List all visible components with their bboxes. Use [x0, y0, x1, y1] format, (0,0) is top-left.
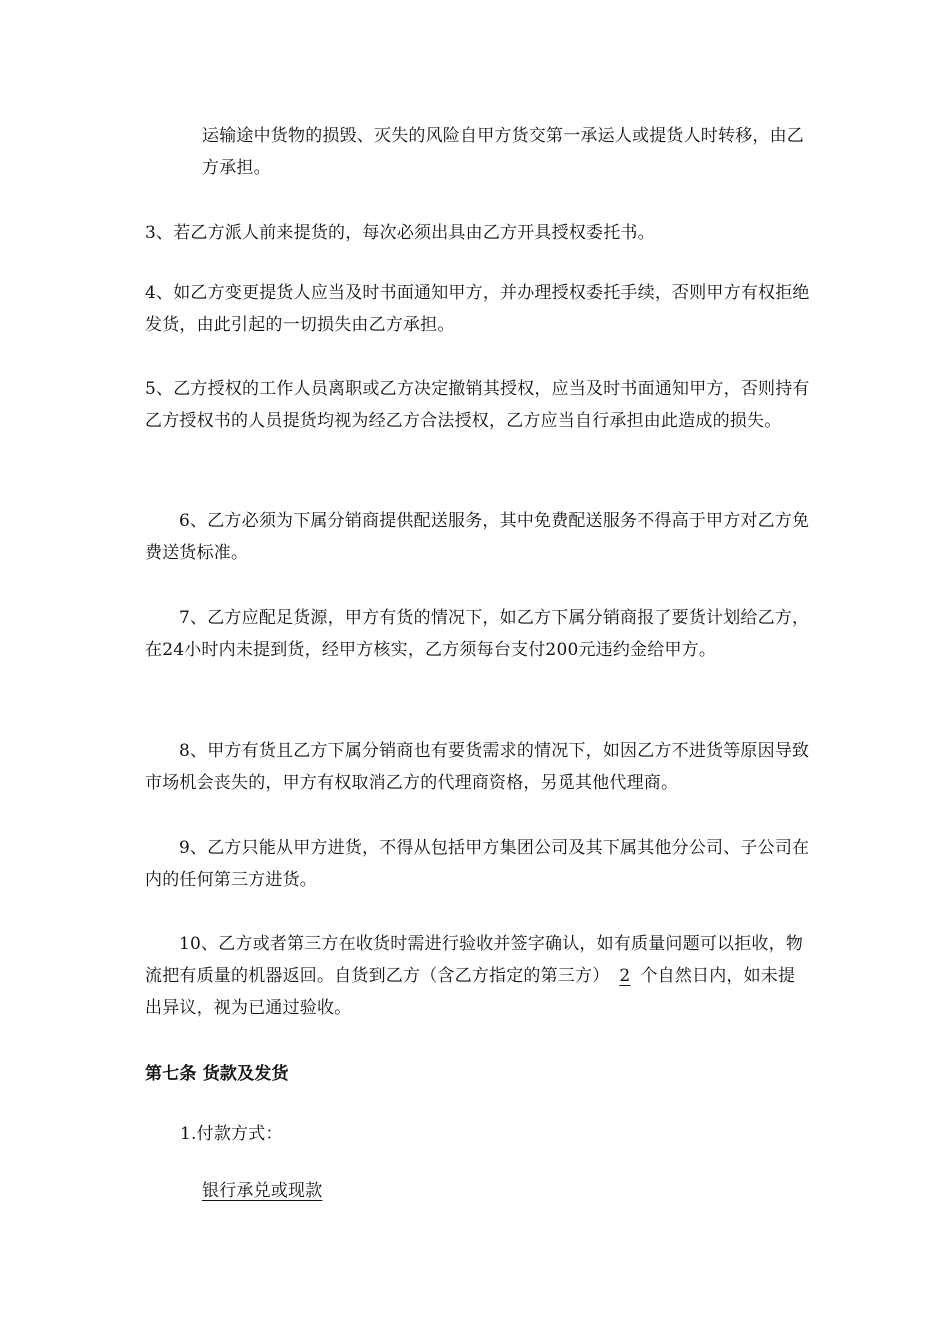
clause-8: 8、甲方有货且乙方下属分销商也有要货需求的情况下，如因乙方不进货等原因导致市场机会丧失的，甲方有权取消乙方的代理商资格，另觅其他代理商。	[145, 741, 810, 793]
clause-10	[145, 928, 810, 1024]
payment-method-value	[202, 1175, 867, 1207]
clause-7: 7、乙方应配足货源，甲方有货的情况下，如乙方下属分销商报了要货计划给乙方，在24小时内未提到货，经甲方核实，乙方须每台支付200元违约金给甲方。	[145, 608, 810, 660]
clause-9: 9、乙方只能从甲方进货，不得从包括甲方集团公司及其下属其他分公司、子公司在内的任何第三方进货。	[145, 838, 810, 890]
clause-10-text-before: 10、乙方或者第三方在收货时需进行验收并签字确认，如有质量问题可以拒收，物流把有质量的机器返回。自货到乙方（含乙方指定的第三方）	[145, 934, 804, 986]
clause-5: 5、乙方授权的工作人员离职或乙方决定撤销其授权，应当及时书面通知甲方，否则持有乙方授权书的人员提货均视为经乙方合法授权，乙方应当自行承担由此造成的损失。	[145, 379, 810, 431]
article-7-heading: 第七条 货款及发货	[145, 1064, 289, 1084]
clause-2-continued: 运输途中货物的损毁、灭失的风险自甲方货交第一承运人或提货人时转移，由乙方承担。	[202, 126, 804, 178]
clause-3: 3、若乙方派人前来提货的，每次必须出具由乙方开具授权委托书。	[145, 223, 655, 243]
payment-method-text: 银行承兑或现款	[202, 1181, 323, 1201]
days-blank-field: 2	[619, 966, 631, 986]
clause-6: 6、乙方必须为下属分销商提供配送服务，其中免费配送服务不得高于甲方对乙方免费送货标准。	[145, 511, 810, 563]
clause-4: 4、如乙方变更提货人应当及时书面通知甲方，并办理授权委托手续，否则甲方有权拒绝发货，由此引起的一切损失由乙方承担。	[145, 283, 810, 335]
clause-10-text-after: 个自然日内，如未提出异议，视为已通过验收。	[145, 966, 796, 1018]
payment-method-label: 1.付款方式：	[180, 1124, 283, 1144]
